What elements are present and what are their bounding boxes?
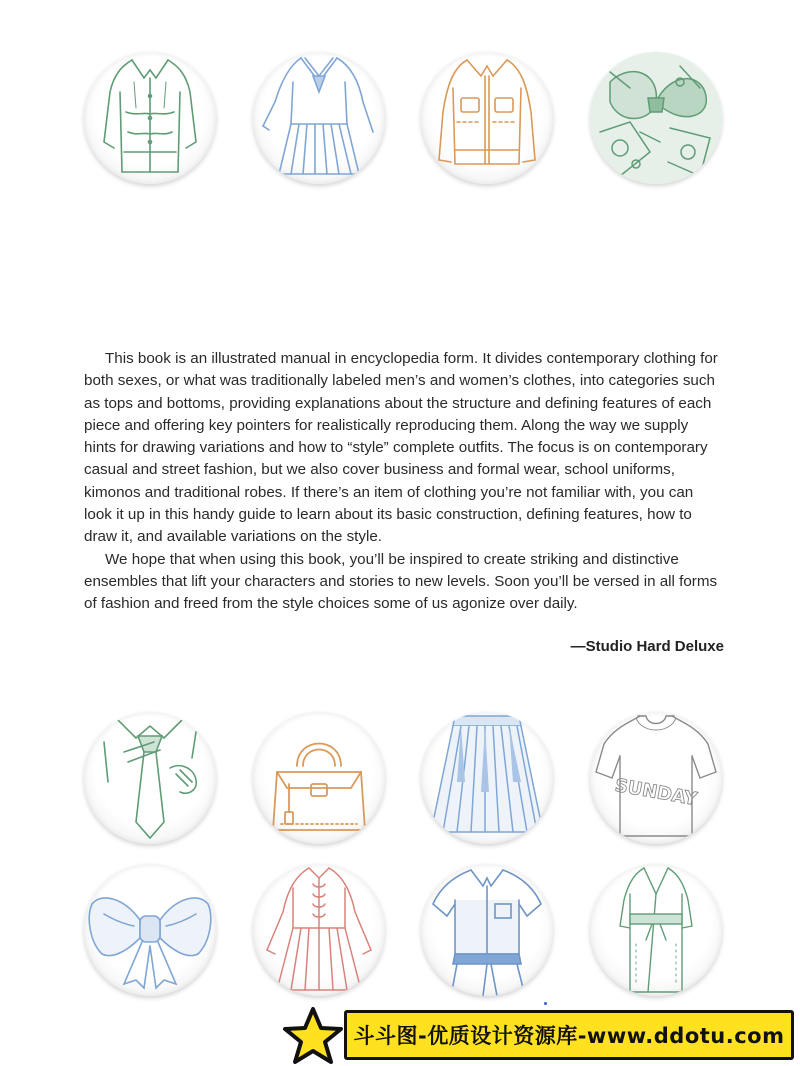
illustration-sunday-tshirt [590, 712, 722, 844]
illustration-handbag [253, 712, 385, 844]
green-necktie-icon [84, 712, 216, 844]
signature: —Studio Hard Deluxe [570, 638, 724, 655]
illustration-necktie [84, 712, 216, 844]
illustration-blouse [84, 52, 216, 184]
illustration-frilled-dress [253, 864, 385, 996]
intro-paragraph-2: We hope that when using this book, you’ll be inspired to create striking and distinctive ensembles that lift your characters and stories to new levels. Soon you’ll be versed in all forms of fashion and freed from the style choices some of us agonize over daily. [84, 550, 718, 613]
illustration-robe [590, 864, 722, 996]
watermark-text: 斗斗图-优质设计资源库-www.ddotu.com [353, 1024, 785, 1048]
star-icon [282, 1006, 344, 1066]
illustration-denim-jacket [421, 52, 553, 184]
blue-school-uniform-icon [253, 52, 385, 184]
stray-dot [544, 1002, 547, 1005]
intro-text [84, 348, 724, 616]
illustration-bow [84, 864, 216, 996]
watermark-banner [344, 1010, 794, 1060]
blue-shortsleeve-shirt-icon [421, 864, 553, 996]
gray-sunday-tshirt-icon [590, 712, 722, 844]
green-robe-icon [590, 864, 722, 996]
green-blouse-icon [84, 52, 216, 184]
orange-denim-jacket-icon [421, 52, 553, 184]
blue-bow-icon [84, 864, 216, 996]
svg-text:SUNDAY: SUNDAY [613, 774, 699, 811]
intro-paragraph-1: This book is an illustrated manual in encyclopedia form. It divides contemporary clothing for both sexes, or what was traditionally labeled men’s and women’s clothes, into categories such as tops and bottoms, providing explanations about the structure and defining features of each piece and offering key pointers for realistically reproducing them. Along the way we supply hints for drawing variations and how to “style” complete outfits. The focus is on contemporary casual and street fashion, but we also cover business and formal wear, school uniforms, kimonos and traditional robes. If there’s an item of clothing you’re not familiar with, you can look it up in this handy guide to learn about its basic construction, defining features, how to draw it, and available variations on the style. [84, 350, 718, 546]
orange-handbag-icon [253, 712, 385, 844]
illustration-pleated-skirt [421, 712, 553, 844]
illustration-kimono-collage [590, 52, 722, 184]
illustration-shortsleeve-shirt [421, 864, 553, 996]
green-kimono-collage-icon [590, 52, 722, 184]
blue-pleated-skirt-icon [421, 712, 553, 844]
red-frilled-dress-icon [253, 864, 385, 996]
illustration-school-uniform [253, 52, 385, 184]
